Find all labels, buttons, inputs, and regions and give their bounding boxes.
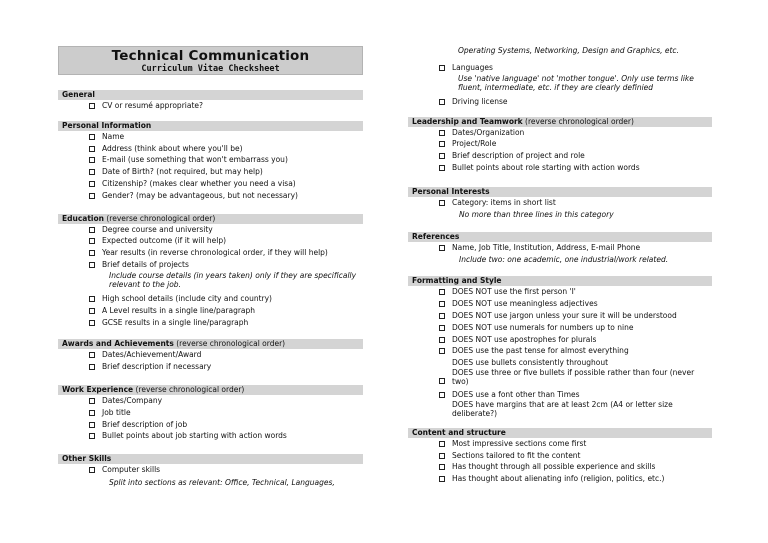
interests-note: No more than three lines in this category bbox=[459, 209, 614, 219]
checklist-item[interactable]: Sections tailored to fit the content bbox=[408, 450, 712, 462]
checklist-item[interactable]: Has thought through all possible experience and skills bbox=[408, 461, 712, 473]
section-header-content: Content and structure bbox=[408, 428, 712, 438]
checklist-item[interactable]: Brief description if necessary bbox=[58, 361, 363, 373]
languages-note-line-2: fluent, intermediate, etc. if they are clearly definied bbox=[458, 83, 654, 93]
checklist-item[interactable]: Languages Use 'native language' not 'mother tongue'. Only use terms like fluent, intermediate, etc. if they are clearly definied bbox=[408, 62, 712, 93]
checkbox-icon[interactable] bbox=[89, 169, 95, 175]
checkbox-icon[interactable] bbox=[439, 200, 445, 206]
checkbox-icon[interactable] bbox=[439, 245, 445, 251]
checkbox-icon[interactable] bbox=[89, 433, 95, 439]
checkbox-icon[interactable] bbox=[89, 398, 95, 404]
checklist-item[interactable]: Citizenship? (makes clear whether you need a visa) bbox=[58, 178, 363, 190]
left-column bbox=[58, 46, 363, 489]
education-list bbox=[58, 224, 363, 329]
checklist-item[interactable]: Dates/Achievement/Award bbox=[58, 349, 363, 361]
personal-interests-list bbox=[408, 197, 712, 221]
personal-information-list bbox=[58, 131, 363, 202]
checklist-item[interactable]: Project/Role bbox=[408, 138, 712, 150]
checklist-item[interactable]: Date of Birth? (not required, but may help) bbox=[58, 166, 363, 178]
checkbox-icon[interactable] bbox=[89, 134, 95, 140]
checkbox-icon[interactable] bbox=[439, 378, 445, 384]
checklist-item[interactable]: Bullet points about role starting with action words bbox=[408, 162, 712, 174]
checklist-item[interactable]: Dates/Organization bbox=[408, 127, 712, 139]
checklist-item[interactable]: Name, Job Title, Institution, Address, E-mail Phone Include two: one academic, one industrial/work related. bbox=[408, 242, 712, 268]
formatting-list bbox=[408, 286, 712, 418]
checkbox-icon[interactable] bbox=[439, 453, 445, 459]
checkbox-icon[interactable] bbox=[439, 153, 445, 159]
checkbox-icon[interactable] bbox=[439, 99, 445, 105]
checkbox-icon[interactable] bbox=[439, 289, 445, 295]
section-header-awards: Awards and Achievements (reverse chronological order) bbox=[58, 339, 363, 349]
content-list bbox=[408, 438, 712, 485]
checkbox-icon[interactable] bbox=[439, 301, 445, 307]
references-list bbox=[408, 242, 712, 268]
checkbox-icon[interactable] bbox=[439, 165, 445, 171]
section-header-work-experience: Work Experience (reverse chronological order) bbox=[58, 385, 363, 395]
checklist-item[interactable]: Most impressive sections come first bbox=[408, 438, 712, 450]
awards-list bbox=[58, 349, 363, 373]
checklist-item[interactable]: GCSE results in a single line/paragraph bbox=[58, 317, 363, 329]
checkbox-icon[interactable] bbox=[89, 262, 95, 268]
checkbox-icon[interactable] bbox=[439, 441, 445, 447]
checklist-item[interactable]: DOES NOT use jargon unless your sure it will be understood bbox=[408, 310, 712, 322]
checkbox-icon[interactable] bbox=[439, 348, 445, 354]
checkbox-icon[interactable] bbox=[89, 238, 95, 244]
projects-note-line-2: relevant to the job. bbox=[109, 280, 181, 290]
checklist-item[interactable]: DOES NOT use the first person 'I' bbox=[408, 286, 712, 298]
checkbox-icon[interactable] bbox=[89, 193, 95, 199]
checklist-item[interactable]: High school details (include city and country) bbox=[58, 293, 363, 305]
section-header-general: General bbox=[58, 90, 363, 100]
checklist-item[interactable]: DOES NOT use numerals for numbers up to nine bbox=[408, 322, 712, 334]
projects-note-line-1: Include course details (in years taken) only if they are specifically bbox=[109, 270, 357, 280]
checklist-item[interactable]: Degree course and university bbox=[58, 224, 363, 236]
checklist-item[interactable]: CV or resumé appropriate? bbox=[58, 100, 363, 112]
checklist-item[interactable]: E-mail (use something that won't embarrass you) bbox=[58, 154, 363, 166]
checklist-item[interactable]: DOES use bullets consistently throughout DOES use three or five bullets if possible rather than four (never two) bbox=[408, 357, 712, 389]
checkbox-icon[interactable] bbox=[439, 476, 445, 482]
right-column bbox=[408, 45, 712, 485]
checklist-item[interactable]: Has thought about alienating info (religion, politics, etc.) bbox=[408, 473, 712, 485]
checklist-item[interactable]: DOES use the past tense for almost everything bbox=[408, 345, 712, 357]
checklist-item[interactable]: Computer skills Split into sections as relevant: Office, Technical, Languages, bbox=[58, 464, 363, 489]
computer-skills-note: Split into sections as relevant: Office, Technical, Languages, bbox=[109, 477, 335, 487]
checkbox-icon[interactable] bbox=[89, 410, 95, 416]
checkbox-icon[interactable] bbox=[89, 308, 95, 314]
bullets-line-2: DOES use three or five bullets if possible rather than four (never bbox=[452, 367, 695, 377]
checkbox-icon[interactable] bbox=[89, 157, 95, 163]
margins-line-3: deliberate?) bbox=[452, 409, 498, 419]
checkbox-icon[interactable] bbox=[439, 141, 445, 147]
skills-continuation: Operating Systems, Networking, Design and Graphics, etc. bbox=[458, 46, 679, 55]
checklist-item[interactable]: Dates/Company bbox=[58, 395, 363, 407]
leadership-list bbox=[408, 127, 712, 174]
margins-line-2: DOES have margins that are at least 2cm (A4 or letter size bbox=[452, 399, 673, 409]
checkbox-icon[interactable] bbox=[89, 181, 95, 187]
checklist-item[interactable]: Bullet points about job starting with action words bbox=[58, 430, 363, 442]
checkbox-icon[interactable] bbox=[439, 464, 445, 470]
section-header-other-skills: Other Skills bbox=[58, 454, 363, 464]
checklist-item[interactable]: Brief description of project and role bbox=[408, 150, 712, 162]
bullets-line-3: two) bbox=[452, 377, 469, 387]
checklist-item[interactable]: Category: items in short list No more than three lines in this category bbox=[408, 197, 712, 221]
checkbox-icon[interactable] bbox=[89, 227, 95, 233]
checklist-item[interactable]: DOES use a font other than Times DOES have margins that are at least 2cm (A4 or letter size deliberate?) bbox=[408, 389, 712, 419]
checklist-item[interactable]: Gender? (may be advantageous, but not necessary) bbox=[58, 190, 363, 202]
general-list bbox=[58, 100, 363, 112]
checklist-item[interactable]: Job title bbox=[58, 407, 363, 419]
checkbox-icon[interactable] bbox=[89, 103, 95, 109]
section-header-education: Education (reverse chronological order) bbox=[58, 214, 363, 224]
checkbox-icon[interactable] bbox=[439, 313, 445, 319]
checkbox-icon[interactable] bbox=[439, 325, 445, 331]
languages-note-line-1: Use 'native language' not 'mother tongue'. Only use terms like bbox=[458, 73, 694, 83]
checkbox-icon[interactable] bbox=[89, 352, 95, 358]
checkbox-icon[interactable] bbox=[89, 250, 95, 256]
checklist-item[interactable]: Brief details of projects Include course details (in years taken) only if they are specifically relevant to the job. bbox=[58, 259, 363, 293]
checkbox-icon[interactable] bbox=[439, 130, 445, 136]
checkbox-icon[interactable] bbox=[89, 296, 95, 302]
checklist-item[interactable]: DOES NOT use meaningless adjectives bbox=[408, 298, 712, 310]
checklist-item[interactable]: Name bbox=[58, 131, 363, 143]
other-skills-list bbox=[58, 464, 363, 489]
title-block bbox=[58, 46, 363, 75]
checkbox-icon[interactable] bbox=[89, 146, 95, 152]
page-subtitle: Curriculum Vitae Checksheet bbox=[141, 64, 280, 74]
checklist-item[interactable]: Brief description of job bbox=[58, 419, 363, 431]
checklist-item[interactable]: Address (think about where you'll be) bbox=[58, 143, 363, 155]
checkbox-icon[interactable] bbox=[439, 392, 445, 398]
checkbox-icon[interactable] bbox=[89, 422, 95, 428]
checklist-item[interactable]: A Level results in a single line/paragraph bbox=[58, 305, 363, 317]
section-header-references: References bbox=[408, 232, 712, 242]
checklist-item[interactable]: DOES NOT use apostrophes for plurals bbox=[408, 334, 712, 346]
checkbox-icon[interactable] bbox=[89, 467, 95, 473]
section-header-personal-interests: Personal Interests bbox=[408, 187, 712, 197]
work-experience-list bbox=[58, 395, 363, 442]
page-title: Technical Communication bbox=[111, 48, 310, 64]
checkbox-icon[interactable] bbox=[89, 320, 95, 326]
checkbox-icon[interactable] bbox=[439, 65, 445, 71]
section-header-leadership: Leadership and Teamwork (reverse chronological order) bbox=[408, 117, 712, 127]
checkbox-icon[interactable] bbox=[89, 364, 95, 370]
checklist-item[interactable]: Driving license bbox=[408, 96, 712, 108]
section-header-formatting: Formatting and Style bbox=[408, 276, 712, 286]
other-skills-continued bbox=[408, 45, 712, 108]
checkbox-icon[interactable] bbox=[439, 337, 445, 343]
checklist-item[interactable]: Year results (in reverse chronological order, if they will help) bbox=[58, 247, 363, 259]
checklist-item[interactable]: Expected outcome (if it will help) bbox=[58, 235, 363, 247]
references-note: Include two: one academic, one industrial/work related. bbox=[459, 255, 669, 265]
section-header-personal-information: Personal Information bbox=[58, 121, 363, 131]
